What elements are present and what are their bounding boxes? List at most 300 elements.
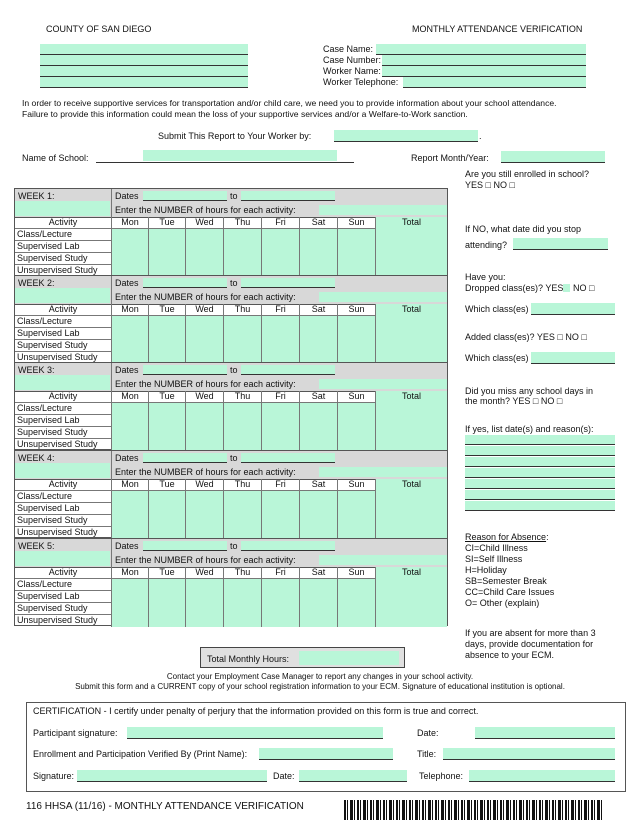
week-note-field[interactable] [15, 551, 110, 566]
telephone-field[interactable] [469, 770, 615, 782]
hours-input[interactable] [223, 253, 261, 265]
column-header: Sun [337, 391, 375, 403]
column-header-row [15, 391, 447, 403]
week-divider [111, 363, 112, 391]
column-header: Sat [299, 567, 337, 579]
hours-input[interactable] [337, 491, 375, 503]
hours-input[interactable] [375, 316, 447, 328]
activity-label: Supervised Lab [17, 503, 80, 513]
hours-input[interactable] [299, 316, 337, 328]
if-yes-label: If yes, list date(s) and reason(s): [465, 424, 594, 434]
week-divider [111, 189, 112, 217]
activity-row [15, 503, 447, 515]
hours-input[interactable] [299, 415, 337, 427]
submit-period: . [479, 131, 482, 141]
hours-input[interactable] [299, 328, 337, 340]
column-header: Total [375, 567, 447, 579]
activity-row [15, 316, 447, 328]
hours-input[interactable] [223, 591, 261, 603]
week-divider [111, 539, 112, 567]
activity-row [15, 229, 447, 241]
hours-input[interactable] [111, 241, 148, 253]
address-line-3[interactable] [40, 66, 248, 77]
intro-line-2: Failure to provide this information could mean the loss of your supportive services and/or a Welfare-to-Work sanction. [22, 109, 468, 119]
column-header: Tue [148, 567, 185, 579]
hours-input[interactable] [261, 591, 299, 603]
week-block [14, 362, 448, 450]
contact-note: Contact your Employment Case Manager to report any changes in your school activity. [166, 672, 474, 681]
week-block [14, 450, 448, 538]
enter-hours-field[interactable] [319, 467, 447, 477]
hours-input[interactable] [223, 241, 261, 253]
week-note-field[interactable] [15, 201, 110, 216]
hours-input[interactable] [337, 328, 375, 340]
hours-input[interactable] [185, 503, 223, 515]
hours-input[interactable] [299, 340, 337, 352]
hours-input[interactable] [261, 491, 299, 503]
activity-label: Class/Lecture [17, 229, 73, 239]
column-header: Wed [185, 304, 223, 316]
hours-input[interactable] [223, 579, 261, 591]
hours-input[interactable] [375, 515, 447, 527]
hours-input[interactable] [185, 427, 223, 439]
hours-input[interactable] [261, 503, 299, 515]
column-header: Fri [261, 391, 299, 403]
week-end-date[interactable] [241, 453, 335, 463]
miss-days-line-1: Did you miss any school days in [465, 386, 594, 396]
hours-input[interactable] [148, 427, 185, 439]
column-header: Mon [111, 391, 148, 403]
reason-title: Reason for Absence [465, 532, 547, 542]
hours-input[interactable] [185, 603, 223, 615]
hours-input[interactable] [337, 515, 375, 527]
column-header: Wed [185, 391, 223, 403]
hours-input[interactable] [185, 241, 223, 253]
hours-input[interactable] [148, 503, 185, 515]
column-header: Activity [48, 304, 78, 314]
hours-input[interactable] [185, 328, 223, 340]
week-label: WEEK 3: [18, 365, 55, 375]
activity-label: Class/Lecture [17, 403, 73, 413]
hours-input[interactable] [299, 515, 337, 527]
address-line-2[interactable] [40, 55, 248, 66]
hours-input[interactable] [223, 427, 261, 439]
submit-date-field[interactable] [334, 130, 478, 142]
hours-input[interactable] [337, 340, 375, 352]
week-end-date[interactable] [241, 365, 335, 375]
column-header: Total [375, 479, 447, 491]
hours-input[interactable] [375, 579, 447, 591]
hours-input[interactable] [185, 515, 223, 527]
hours-input[interactable] [223, 603, 261, 615]
column-header: Sun [337, 217, 375, 229]
to-label: to [230, 191, 238, 201]
hours-input[interactable] [337, 403, 375, 415]
week-end-date[interactable] [241, 191, 335, 201]
miss-days-line-2[interactable]: the month? YES □ NO □ [465, 396, 563, 406]
activity-label: Supervised Lab [17, 415, 80, 425]
week-end-date[interactable] [241, 541, 335, 551]
hours-input[interactable] [185, 615, 223, 627]
hours-input[interactable] [261, 253, 299, 265]
week-block [14, 275, 448, 363]
hours-input[interactable] [261, 579, 299, 591]
which-classes-2-field[interactable] [531, 352, 615, 364]
activity-label: Unsupervised Study [17, 439, 98, 449]
column-header: Thu [223, 479, 261, 491]
absence-reason-line[interactable] [465, 446, 615, 456]
form-title: MONTHLY ATTENDANCE VERIFICATION [412, 24, 583, 34]
hours-input[interactable] [111, 427, 148, 439]
school-field[interactable] [143, 150, 337, 161]
enter-hours-label: Enter the NUMBER of hours for each activity: [115, 555, 296, 565]
verified-by-label: Enrollment and Participation Verified By (Print Name): [33, 749, 248, 759]
hours-input[interactable] [185, 316, 223, 328]
hours-input[interactable] [148, 491, 185, 503]
column-header: Fri [261, 304, 299, 316]
column-header: Fri [261, 567, 299, 579]
hours-input[interactable] [337, 316, 375, 328]
hours-input[interactable] [261, 403, 299, 415]
column-header: Sun [337, 304, 375, 316]
activity-row [15, 241, 447, 253]
hours-input[interactable] [223, 491, 261, 503]
dates-label: Dates [115, 365, 139, 375]
hours-input[interactable] [375, 491, 447, 503]
column-header: Fri [261, 217, 299, 229]
activity-row [15, 253, 447, 265]
column-header: Wed [185, 479, 223, 491]
enter-hours-field[interactable] [319, 379, 447, 389]
absence-reason-line[interactable] [465, 468, 615, 478]
week-divider [111, 451, 112, 479]
address-line-4[interactable] [40, 77, 248, 88]
enrolled-options[interactable]: YES □ NO □ [465, 180, 515, 190]
hours-input[interactable] [337, 579, 375, 591]
hours-input[interactable] [337, 615, 375, 627]
dates-label: Dates [115, 278, 139, 288]
activity-row [15, 328, 447, 340]
address-line-1[interactable] [40, 44, 248, 55]
reason-item: SB=Semester Break [465, 576, 547, 586]
hours-input[interactable] [148, 328, 185, 340]
hours-input[interactable] [261, 316, 299, 328]
absence-reason-line[interactable] [465, 501, 615, 511]
week-label: WEEK 2: [18, 278, 55, 288]
date-1-label: Date: [417, 728, 439, 738]
worker-telephone-field[interactable] [403, 77, 586, 88]
column-header: Tue [148, 217, 185, 229]
which-classes-1-field[interactable] [531, 303, 615, 315]
hours-input[interactable] [375, 415, 447, 427]
hours-input[interactable] [111, 615, 148, 627]
hours-input[interactable] [375, 503, 447, 515]
school-label: Name of School: [22, 153, 89, 163]
signature-field[interactable] [77, 770, 267, 782]
to-label: to [230, 453, 238, 463]
hours-input[interactable] [111, 591, 148, 603]
hours-input[interactable] [223, 328, 261, 340]
case-number-field[interactable] [382, 55, 586, 66]
hours-input[interactable] [337, 503, 375, 515]
enter-hours-field[interactable] [319, 555, 447, 565]
activity-label: Class/Lecture [17, 579, 73, 589]
hours-input[interactable] [111, 515, 148, 527]
absence-reason-line[interactable] [465, 457, 615, 467]
activity-label: Unsupervised Study [17, 352, 98, 362]
hours-input[interactable] [375, 340, 447, 352]
hours-input[interactable] [148, 241, 185, 253]
column-header: Sun [337, 479, 375, 491]
hours-input[interactable] [299, 491, 337, 503]
column-header: Sat [299, 479, 337, 491]
enter-hours-field[interactable] [319, 205, 447, 215]
dropped-yes-checkbox[interactable] [563, 284, 570, 292]
hours-input[interactable] [148, 603, 185, 615]
week-start-date[interactable] [143, 453, 227, 463]
hours-input[interactable] [111, 316, 148, 328]
hours-input[interactable] [185, 340, 223, 352]
case-number-label: Case Number: [323, 55, 382, 65]
activity-label: Class/Lecture [17, 491, 73, 501]
hours-input[interactable] [337, 253, 375, 265]
reason-item: H=Holiday [465, 565, 507, 575]
date-1-field[interactable] [475, 727, 615, 739]
title-label: Title: [417, 749, 437, 759]
column-header: Mon [111, 217, 148, 229]
if-no-line-2: attending? [465, 240, 508, 250]
column-header: Thu [223, 304, 261, 316]
hours-input[interactable] [111, 229, 148, 241]
week-start-date[interactable] [143, 278, 227, 288]
reason-item: CC=Child Care Issues [465, 587, 555, 597]
hours-input[interactable] [185, 591, 223, 603]
column-header: Thu [223, 567, 261, 579]
week-label: WEEK 4: [18, 453, 55, 463]
hours-input[interactable] [111, 503, 148, 515]
hours-input[interactable] [299, 615, 337, 627]
hours-input[interactable] [223, 415, 261, 427]
column-header: Thu [223, 391, 261, 403]
enter-hours-label: Enter the NUMBER of hours for each activity: [115, 467, 296, 477]
hours-input[interactable] [111, 340, 148, 352]
absent-note-line: If you are absent for more than 3 [465, 628, 596, 638]
hours-input[interactable] [261, 328, 299, 340]
total-monthly-label: Total Monthly Hours: [207, 654, 290, 664]
activity-row [15, 515, 447, 527]
week-start-date[interactable] [143, 541, 227, 551]
dropped-no[interactable]: NO □ [573, 283, 595, 293]
hours-input[interactable] [337, 415, 375, 427]
to-label: to [230, 365, 238, 375]
activity-label: Unsupervised Study [17, 265, 98, 275]
hours-input[interactable] [185, 403, 223, 415]
hours-input[interactable] [223, 515, 261, 527]
hours-input[interactable] [299, 503, 337, 515]
telephone-label: Telephone: [419, 771, 464, 781]
hours-input[interactable] [299, 229, 337, 241]
hours-input[interactable] [299, 241, 337, 253]
week-end-date[interactable] [241, 278, 335, 288]
if-no-line-1: If NO, what date did you stop [465, 224, 582, 234]
reason-item: SI=Self Illness [465, 554, 523, 564]
hours-input[interactable] [375, 603, 447, 615]
hours-input[interactable] [261, 427, 299, 439]
county-title: COUNTY OF SAN DIEGO [46, 24, 152, 34]
column-header: Sat [299, 217, 337, 229]
hours-input[interactable] [223, 229, 261, 241]
hours-input[interactable] [261, 241, 299, 253]
enter-hours-label: Enter the NUMBER of hours for each activity: [115, 205, 296, 215]
hours-input[interactable] [337, 229, 375, 241]
hours-input[interactable] [375, 403, 447, 415]
hours-input[interactable] [111, 253, 148, 265]
title-field[interactable] [443, 748, 615, 760]
column-header: Activity [48, 391, 78, 401]
worker-telephone-label: Worker Telephone: [323, 77, 399, 87]
report-month-field[interactable] [501, 151, 605, 163]
hours-input[interactable] [299, 427, 337, 439]
hours-input[interactable] [185, 491, 223, 503]
week-block [14, 538, 448, 626]
column-header: Activity [48, 567, 78, 577]
worker-name-field[interactable] [382, 66, 586, 77]
activity-row [15, 427, 447, 439]
total-monthly-field[interactable] [299, 651, 399, 665]
column-header: Thu [223, 217, 261, 229]
hours-input[interactable] [185, 415, 223, 427]
hours-input[interactable] [111, 403, 148, 415]
hours-input[interactable] [299, 403, 337, 415]
participant-signature-field[interactable] [127, 727, 383, 739]
column-header: Wed [185, 567, 223, 579]
hours-input[interactable] [337, 241, 375, 253]
date-2-field[interactable] [299, 770, 407, 782]
reason-item: CI=Child Illness [465, 543, 528, 553]
activity-label: Supervised Study [17, 603, 88, 613]
hours-input[interactable] [261, 615, 299, 627]
hours-input[interactable] [185, 229, 223, 241]
hours-input[interactable] [223, 615, 261, 627]
week-start-date[interactable] [143, 365, 227, 375]
week-note-field[interactable] [15, 375, 110, 390]
case-name-field[interactable] [376, 44, 586, 55]
hours-input[interactable] [148, 415, 185, 427]
hours-input[interactable] [148, 253, 185, 265]
date-2-label: Date: [273, 771, 295, 781]
hours-input[interactable] [148, 615, 185, 627]
hours-input[interactable] [299, 591, 337, 603]
hours-input[interactable] [185, 579, 223, 591]
absent-note-line: days, provide documentation for [465, 639, 594, 649]
hours-input[interactable] [261, 603, 299, 615]
column-header-row [15, 479, 447, 491]
hours-input[interactable] [111, 328, 148, 340]
hours-input[interactable] [148, 515, 185, 527]
column-header: Mon [111, 567, 148, 579]
hours-input[interactable] [148, 579, 185, 591]
have-you: Have you: [465, 272, 506, 282]
activity-label: Supervised Study [17, 427, 88, 437]
hours-input[interactable] [299, 253, 337, 265]
hours-input[interactable] [223, 340, 261, 352]
hours-input[interactable] [337, 591, 375, 603]
hours-input[interactable] [223, 403, 261, 415]
hours-input[interactable] [111, 579, 148, 591]
dates-label: Dates [115, 453, 139, 463]
hours-input[interactable] [261, 415, 299, 427]
hours-input[interactable] [185, 253, 223, 265]
hours-input[interactable] [299, 603, 337, 615]
column-header: Tue [148, 304, 185, 316]
column-header: Wed [185, 217, 223, 229]
hours-input[interactable] [148, 316, 185, 328]
dates-label: Dates [115, 541, 139, 551]
week-note-field[interactable] [15, 463, 110, 478]
absence-reason-line[interactable] [465, 479, 615, 489]
hours-input[interactable] [148, 229, 185, 241]
hours-input[interactable] [261, 340, 299, 352]
hours-input[interactable] [111, 415, 148, 427]
to-label: to [230, 278, 238, 288]
hours-input[interactable] [223, 503, 261, 515]
hours-input[interactable] [261, 515, 299, 527]
activity-label: Supervised Study [17, 515, 88, 525]
added-question[interactable]: Added class(es)? YES □ NO □ [465, 332, 587, 342]
verified-by-field[interactable] [259, 748, 393, 760]
hours-input[interactable] [148, 403, 185, 415]
column-header: Fri [261, 479, 299, 491]
activity-label: Unsupervised Study [17, 527, 98, 537]
hours-input[interactable] [337, 603, 375, 615]
week-note-field[interactable] [15, 288, 110, 303]
hours-input[interactable] [375, 253, 447, 265]
hours-input[interactable] [148, 591, 185, 603]
hours-input[interactable] [111, 603, 148, 615]
hours-input[interactable] [261, 229, 299, 241]
stop-date-field[interactable] [513, 238, 608, 250]
week-start-date[interactable] [143, 191, 227, 201]
hours-input[interactable] [337, 427, 375, 439]
absence-reason-line[interactable] [465, 490, 615, 500]
activity-row [15, 591, 447, 603]
activity-label: Supervised Lab [17, 328, 80, 338]
hours-input[interactable] [375, 241, 447, 253]
hours-input[interactable] [148, 340, 185, 352]
hours-input[interactable] [375, 427, 447, 439]
column-header: Tue [148, 479, 185, 491]
submit-label: Submit This Report to Your Worker by: [158, 131, 312, 141]
hours-input[interactable] [111, 491, 148, 503]
column-header: Sat [299, 391, 337, 403]
hours-input[interactable] [375, 328, 447, 340]
barcode-image [344, 800, 602, 820]
hours-input[interactable] [223, 316, 261, 328]
enter-hours-label: Enter the NUMBER of hours for each activity: [115, 292, 296, 302]
hours-input[interactable] [299, 579, 337, 591]
enter-hours-label: Enter the NUMBER of hours for each activity: [115, 379, 296, 389]
enrolled-question: Are you still enrolled in school? [465, 169, 590, 179]
case-name-label: Case Name: [323, 44, 374, 54]
hours-input[interactable] [375, 591, 447, 603]
enter-hours-field[interactable] [319, 292, 447, 302]
hours-input[interactable] [375, 615, 447, 627]
column-header: Activity [48, 217, 78, 227]
which-classes-2-label: Which class(es) [465, 353, 529, 363]
absence-reason-line[interactable] [465, 435, 615, 445]
hours-input[interactable] [375, 229, 447, 241]
activity-row [15, 491, 447, 503]
